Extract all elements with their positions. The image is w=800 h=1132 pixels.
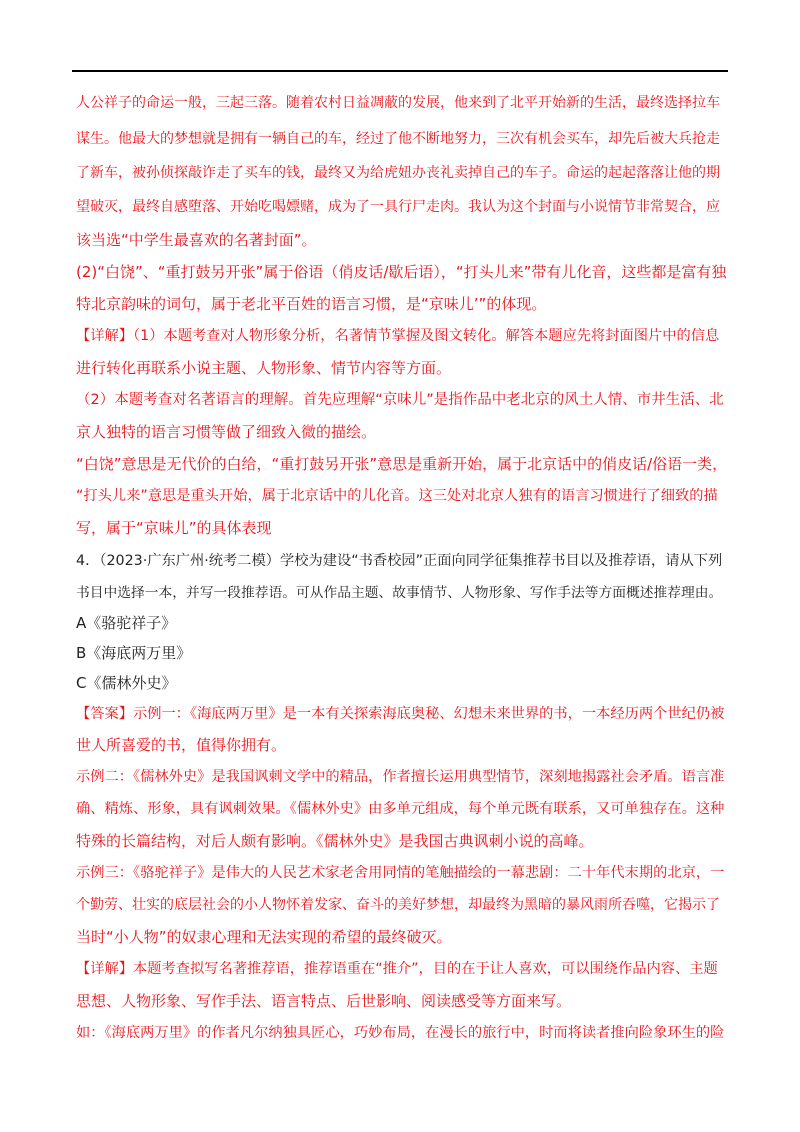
option-c: C《儒林外史》	[76, 674, 177, 692]
text-line: 谋生。他最大的梦想就是拥有一辆自己的车，经过了他不断地努力，三次有机会买车，却先后被大兵抢走	[76, 131, 720, 147]
text-line: 写，属于“京味儿”的具体表现	[76, 519, 272, 537]
question-line: 4．（2023·广东广州·统考二模）学校为建设“书香校园”正面向同学征集推荐书目以及推荐语，请从下列	[76, 553, 723, 569]
detail-heading-line: 【详解】（1）本题考查对人物形象分析，名著情节掌握及图文转化。解答本题应先将封面图片中的信息	[76, 328, 720, 344]
option-a: A《骆驼祥子》	[76, 614, 177, 632]
text-line: 京人独特的语言习惯等做了细致入微的描绘。	[76, 423, 377, 441]
text-line: 示例二：《儒林外史》是我国讽刺文学中的精品，作者擅长运用典型情节，深刻地揭露社会矛盾。语言准	[76, 769, 725, 785]
text-line: 该当选“中学生最喜欢的名著封面”。	[76, 231, 317, 249]
text-line: “白饶”意思是无代价的白给，“重打鼓另开张”意思是重新开始，属于北京话中的俏皮话/俗语一类，	[76, 455, 728, 473]
text-line: 世人所喜爱的书，值得你拥有。	[76, 736, 287, 754]
text-line: (2)“白饶”、“重打鼓另开张”属于俗语（俏皮话/歇后语），“打头儿来”带有儿化音，这些都是富有独	[76, 263, 727, 281]
text-line: 特北京韵味的词句，属于老北平百姓的语言习惯，是“京味儿’”的体现。	[76, 295, 547, 313]
text-line: 望破灭，最终自感堕落、开始吃喝嫖赌，成为了一具行尸走肉。我认为这个封面与小说情节非常契合，应	[76, 199, 720, 215]
text-line: 特殊的长篇结构，对后人颇有影响。《儒林外史》是我国古典讽刺小说的高峰。	[76, 832, 594, 850]
text-line: 思想、人物形象、写作手法、语言特点、后世影响、阅读感受等方面来写。	[76, 992, 572, 1010]
text-line: 确、精炼、形象，具有讽刺效果。《儒林外史》由多单元组成，每个单元既有联系，又可单独存在。这种	[76, 801, 725, 817]
question-line: 书目中选择一本，并写一段推荐语。可从作品主题、故事情节、人物形象、写作手法等方面概述推荐理由。	[76, 585, 723, 601]
text-line: 进行转化再联系小说主题、人物形象、情节内容等方面。	[76, 359, 452, 377]
text-line: 如：《海底两万里》的作者凡尔纳独具匠心，巧妙布局，在漫长的旅行中，时而将读者推向险象环生的险	[76, 1025, 725, 1041]
text-line: 示例三：《骆驼祥子》是伟大的人民艺术家老舍用同情的笔触描绘的一幕悲剧：二十年代末期的北京，一	[76, 865, 725, 881]
text-line: 人公祥子的命运一般，三起三落。随着农村日益凋蔽的发展，他来到了北平开始新的生活，最终选择拉车	[76, 95, 720, 111]
answer-heading-line: 【答案】示例一：《海底两万里》是一本有关探索海底奥秘、幻想未来世界的书，一本经历两个世纪仍被	[76, 706, 725, 722]
text-line: “打头儿来”意思是重头开始，属于北京话中的儿化音。这三处对北京人独有的语言习惯进行了细致的描	[76, 488, 718, 504]
header-rule	[72, 70, 728, 72]
text-line: 了新车，被孙侦探敲诈走了买车的钱，最终又为给虎妞办丧礼卖掉自己的车子。命运的起起落落让他的期	[76, 165, 720, 181]
text-line: （2）本题考查对名著语言的理解。首先应理解“京味儿”是指作品中老北京的风土人情、市井生活、北	[76, 392, 724, 408]
text-line: 个勤劳、壮实的底层社会的小人物怀着发家、奋斗的美好梦想，却最终为黑暗的暴风雨所吞噬，它揭示了	[76, 897, 720, 913]
text-line: 当时“小人物”的奴隶心理和无法实现的希望的最终破灭。	[76, 928, 452, 946]
option-b: B《海底两万里》	[76, 644, 192, 662]
detail-heading-line: 【详解】本题考查拟写名著推荐语，推荐语重在“推介”，目的在于让人喜欢，可以围绕作品内容、主题	[76, 961, 718, 977]
